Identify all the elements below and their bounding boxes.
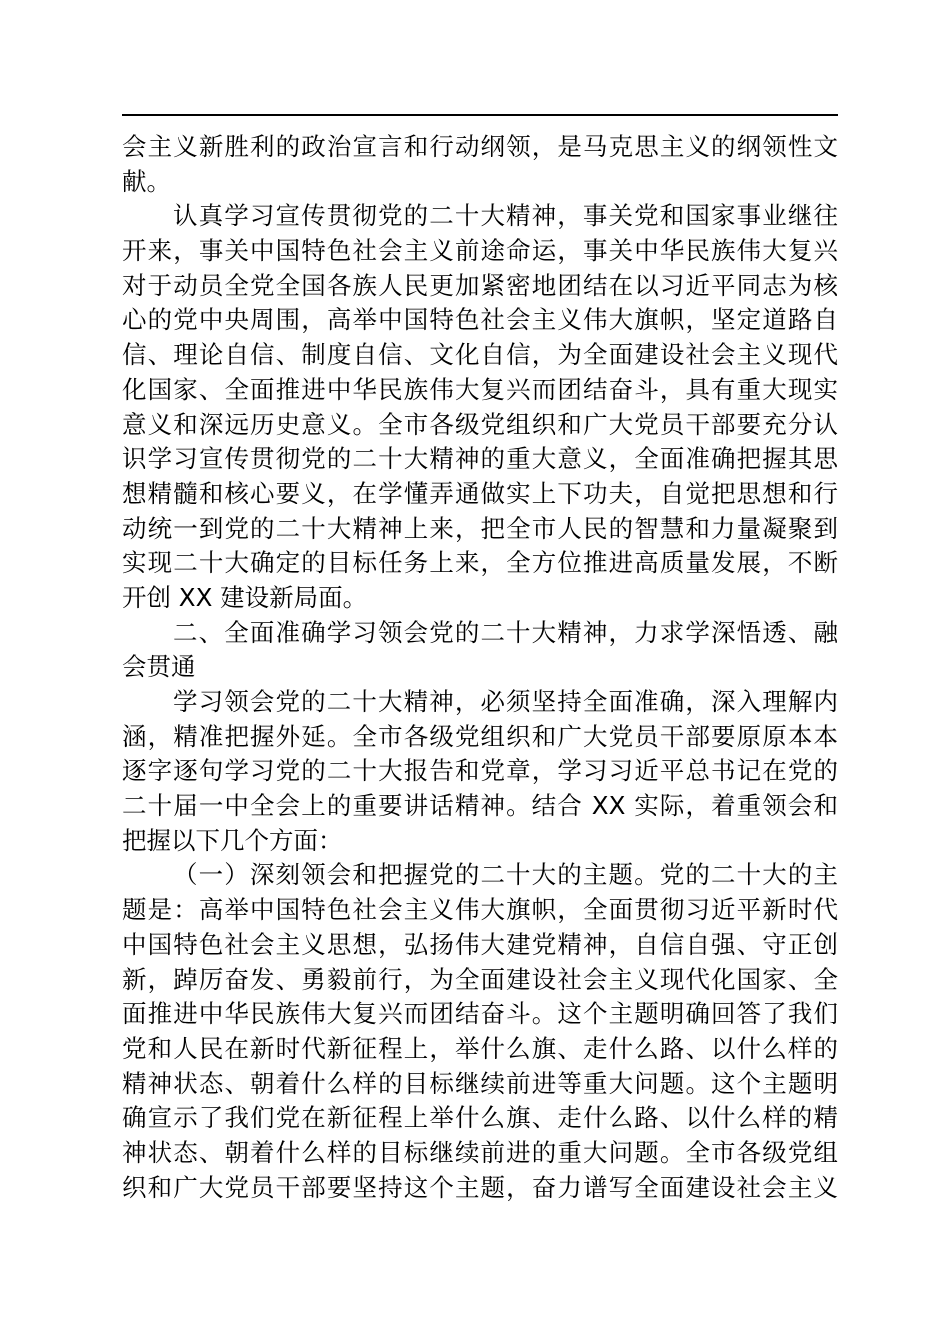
paragraph-line: 精神状态、朝着什么样的目标继续前进等重大问题。这个主题明 bbox=[122, 1068, 838, 1098]
paragraph-line: 织和广大党员干部要坚持这个主题，奋力谱写全面建设社会主义 bbox=[122, 1172, 838, 1202]
paragraph-line: 意义和深远历史意义。全市各级党组织和广大党员干部要充分认 bbox=[122, 409, 838, 439]
paragraph-line: 对于动员全党全国各族人民更加紧密地团结在以习近平同志为核 bbox=[122, 270, 838, 300]
paragraph-line: 把握以下几个方面： bbox=[122, 825, 343, 855]
paragraph-line: 中国特色社会主义思想，弘扬伟大建党精神，自信自强、守正创 bbox=[122, 929, 838, 959]
paragraph-line: 动统一到党的二十大精神上来，把全市人民的智慧和力量凝聚到 bbox=[122, 513, 838, 543]
paragraph-line: 新，踔厉奋发、勇毅前行，为全面建设社会主义现代化国家、全 bbox=[122, 964, 838, 994]
paragraph-line: 面推进中华民族伟大复兴而团结奋斗。这个主题明确回答了我们 bbox=[122, 999, 838, 1029]
paragraph-line: 题是：高举中国特色社会主义伟大旗帜，全面贯彻习近平新时代 bbox=[122, 895, 838, 925]
paragraph-line: 想精髓和核心要义，在学懂弄通做实上下功夫，自觉把思想和行 bbox=[122, 478, 838, 508]
paragraph-line: 确宣示了我们党在新征程上举什么旗、走什么路、以什么样的精 bbox=[122, 1103, 838, 1133]
paragraph-line: 心的党中央周围，高举中国特色社会主义伟大旗帜，坚定道路自 bbox=[122, 305, 838, 335]
paragraph-line: （一）深刻领会和把握党的二十大的主题。党的二十大的主 bbox=[173, 860, 838, 890]
paragraph-line: 化国家、全面推进中华民族伟大复兴而团结奋斗，具有重大现实 bbox=[122, 374, 838, 404]
paragraph-line: 开来，事关中国特色社会主义前途命运，事关中华民族伟大复兴 bbox=[122, 236, 838, 266]
header-rule bbox=[122, 114, 838, 116]
paragraph-line: 实现二十大确定的目标任务上来，全方位推进高质量发展，不断 bbox=[122, 548, 838, 578]
paragraph-line: 认真学习宣传贯彻党的二十大精神，事关党和国家事业继往 bbox=[173, 201, 838, 231]
paragraph-line: 党和人民在新时代新征程上，举什么旗、走什么路、以什么样的 bbox=[122, 1033, 838, 1063]
paragraph-line: 会贯通 bbox=[122, 652, 196, 682]
paragraph-line: 二十届一中全会上的重要讲话精神。结合 XX 实际，着重领会和 bbox=[122, 791, 838, 821]
paragraph-line: 涵，精准把握外延。全市各级党组织和广大党员干部要原原本本 bbox=[122, 721, 838, 751]
document-body bbox=[122, 130, 838, 1205]
paragraph-line: 开创 XX 建设新局面。 bbox=[122, 582, 368, 612]
paragraph-line: 二、全面准确学习领会党的二十大精神，力求学深悟透、融 bbox=[173, 617, 838, 647]
paragraph-line: 学习领会党的二十大精神，必须坚持全面准确，深入理解内 bbox=[173, 687, 838, 716]
paragraph-line: 会主义新胜利的政治宣言和行动纲领，是马克思主义的纲领性文 bbox=[122, 132, 838, 161]
paragraph-line: 神状态、朝着什么样的目标继续前进的重大问题。全市各级党组 bbox=[122, 1137, 838, 1167]
paragraph-line: 献。 bbox=[122, 166, 171, 196]
paragraph-line: 信、理论自信、制度自信、文化自信，为全面建设社会主义现代 bbox=[122, 340, 838, 370]
paragraph-line: 逐字逐句学习党的二十大报告和党章，学习习近平总书记在党的 bbox=[122, 756, 838, 786]
paragraph-line: 识学习宣传贯彻党的二十大精神的重大意义，全面准确把握其思 bbox=[122, 444, 838, 474]
